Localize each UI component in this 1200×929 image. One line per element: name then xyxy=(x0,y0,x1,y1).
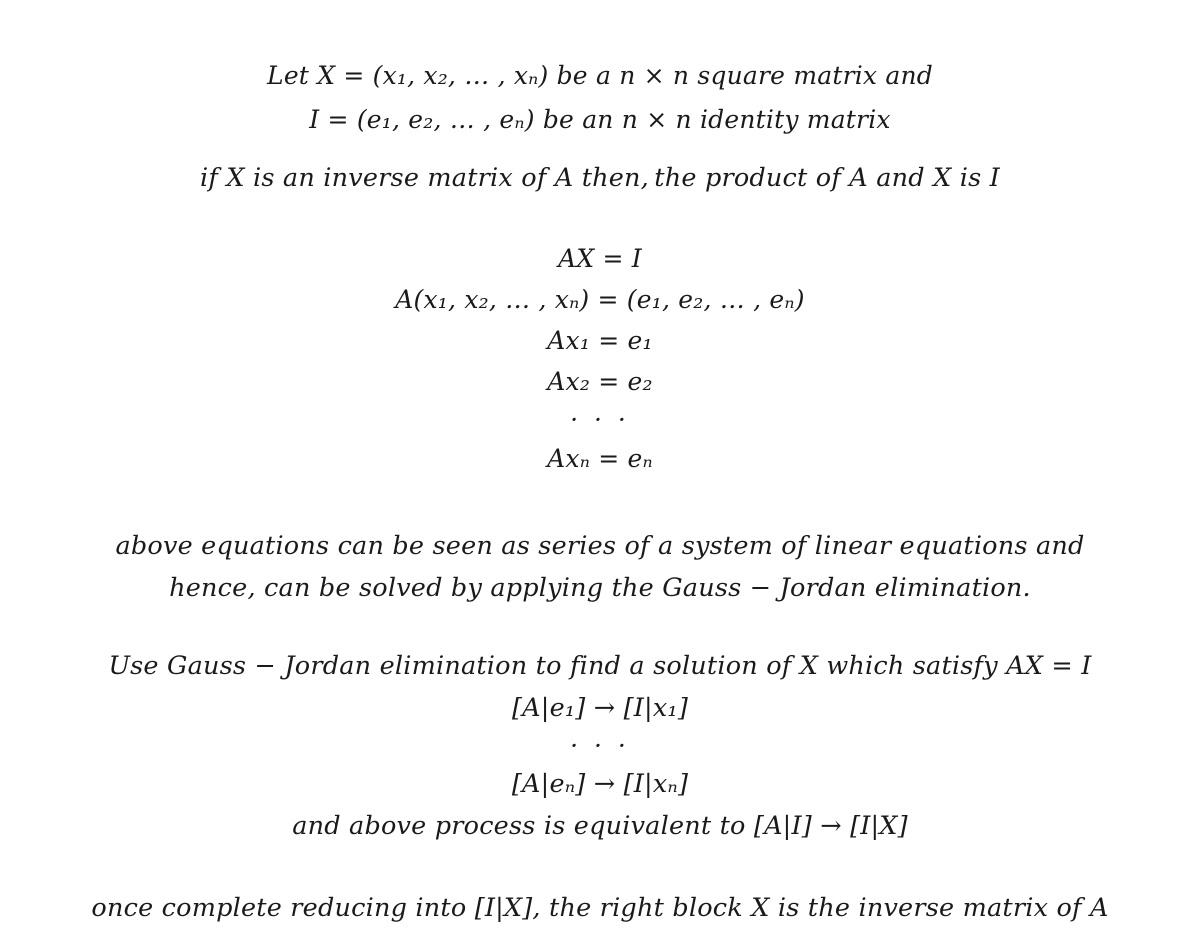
gauss-equivalence: and above process is equivalent to [A|I] → [I|X] xyxy=(292,811,908,841)
gauss-step-first: [A|e₁] → [I|x₁] xyxy=(512,693,688,723)
equations-ellipsis: · · · xyxy=(570,405,630,434)
intro-line-2: I = (e₁, e₂, … , eₙ) be an n × n identity matrix xyxy=(309,105,891,134)
gauss-ellipsis: · · · xyxy=(570,731,630,760)
equation-axn-en: Axₙ = eₙ xyxy=(547,444,653,473)
equation-ax-i: AX = I xyxy=(558,244,642,273)
paragraph-block xyxy=(40,525,1160,609)
paragraph-line-2: hence, can be solved by applying the Gauss − Jordan elimination. xyxy=(169,573,1031,603)
gauss-step-last: [A|eₙ] → [I|xₙ] xyxy=(511,769,689,799)
equations-block xyxy=(40,238,1160,479)
intro-line-1: Let X = (x₁, x₂, … , xₙ) be a n × n square matrix and xyxy=(267,61,933,90)
intro-block xyxy=(40,54,1160,200)
paragraph-line-1: above equations can be seen as series of a system of linear equations and xyxy=(115,531,1085,561)
final-line-1: once complete reducing into [I|X], the right block X is the inverse matrix of A xyxy=(91,893,1109,923)
equation-ax2-e2: Ax₂ = e₂ xyxy=(547,367,653,396)
gauss-block xyxy=(40,645,1160,847)
final-block xyxy=(40,887,1160,929)
equation-ax1-e1: Ax₁ = e₁ xyxy=(547,326,653,355)
gauss-instruction: Use Gauss − Jordan elimination to find a solution of X which satisfy AX = I xyxy=(108,651,1092,681)
equation-expanded: A(x₁, x₂, … , xₙ) = (e₁, e₂, … , eₙ) xyxy=(395,285,805,314)
intro-line-3: if X is an inverse matrix of A then, the product of A and X is I xyxy=(200,163,1000,193)
